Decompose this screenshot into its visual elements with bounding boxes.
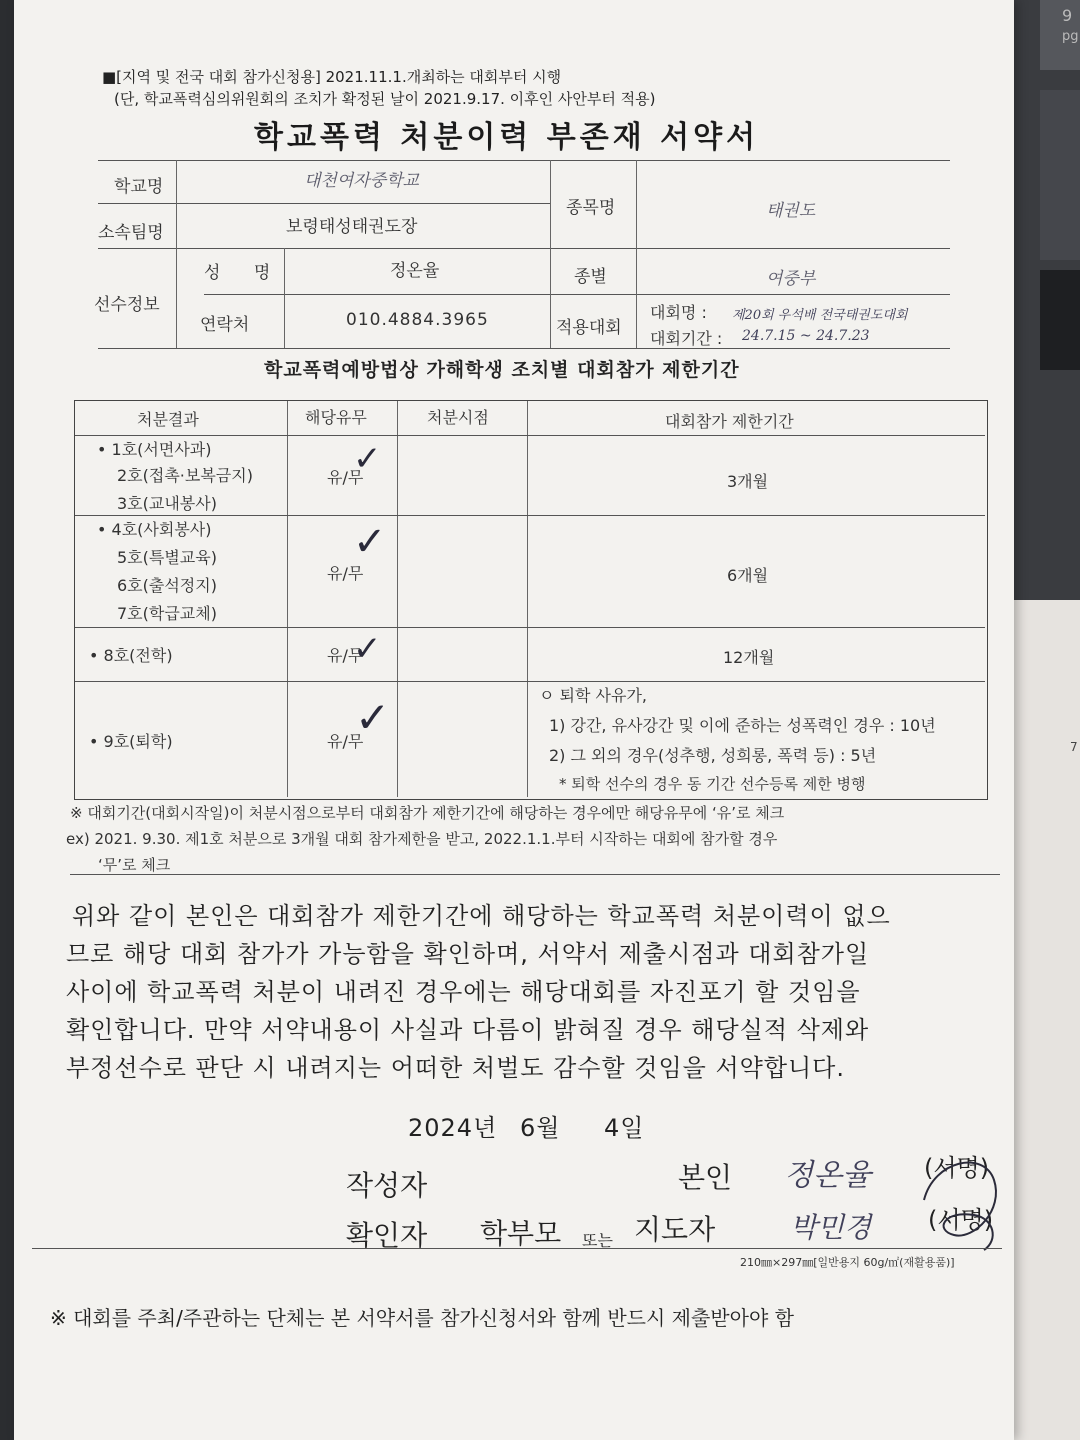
restriction-period: 6개월: [727, 566, 769, 585]
info-row-divider: [204, 294, 950, 295]
info-table-top-border: [98, 160, 950, 161]
notes-divider: [70, 874, 1000, 875]
key-sub-label: pg: [1062, 29, 1079, 44]
signature-divider: [32, 1248, 1002, 1249]
pledge-line: 위와 같이 본인은 대회참가 제한기간에 해당하는 학교폭력 처분이력이 없으: [72, 902, 891, 930]
disposal-item: 5호(특별교육): [117, 548, 217, 567]
author-label: 작성자: [346, 1169, 428, 1202]
contact-label: 연락처: [200, 315, 250, 335]
school-label: 학교명: [114, 177, 164, 197]
disposal-item: • 4호(사회봉사): [97, 520, 212, 539]
footer-note: ※ 대회를 주최/주관하는 단체는 본 서약서를 참가신청서와 함께 반드시 제출받아야 함: [50, 1306, 794, 1330]
date-day: 4일: [604, 1114, 645, 1142]
disposal-item: • 1호(서면사과): [97, 440, 212, 459]
parent-label: 학부모: [480, 1217, 562, 1250]
info-col-divider: [176, 160, 177, 348]
pledge-line: 확인합니다. 만약 서약내용이 사실과 다름이 밝혀질 경우 해당실적 삭제와: [66, 1016, 870, 1044]
date-month: 6월: [520, 1114, 561, 1142]
disposal-item: 6호(출석정지): [117, 576, 217, 595]
date-year: 2024년: [408, 1114, 498, 1142]
restriction-detail-line: 1) 강간, 유사강간 및 이에 준하는 성폭력인 경우 : 10년: [549, 716, 936, 735]
category-value: 여중부: [766, 269, 816, 289]
restriction-row-divider: [75, 681, 985, 682]
header-result: 처분결과: [137, 410, 199, 429]
disposal-item: 2호(접촉·보복금지): [117, 466, 253, 485]
note-example-cont: ‘무’로 체크: [98, 856, 171, 874]
header-line-1: ■[지역 및 전국 대회 참가신청용] 2021.11.1.개최하는 대회부터 시행: [102, 68, 562, 86]
restriction-row-divider: [75, 435, 985, 436]
team-label: 소속팀명: [98, 223, 164, 243]
info-row-divider: [98, 248, 950, 249]
restriction-col-divider: [287, 401, 288, 797]
event-period-label: 대회기간 :: [650, 329, 723, 348]
underlying-page-number: 7: [1070, 740, 1078, 754]
restriction-col-divider: [397, 401, 398, 797]
restriction-section-title: 학교폭력예방법상 가해학생 조치별 대회참가 제한기간: [264, 359, 740, 381]
sign-mark: (서명): [924, 1154, 990, 1182]
info-col-divider: [550, 160, 551, 348]
event-period-value: 24.7.15 ~ 24.7.23: [742, 328, 870, 344]
team-value: 보령태성태권도장: [286, 217, 418, 237]
restriction-detail-line: * 퇴학 선수의 경우 동 기간 선수등록 제한 병행: [559, 775, 866, 793]
event-name-label: 대회명 :: [650, 303, 707, 322]
restriction-detail-line: 2) 그 외의 경우(성추행, 성희롱, 폭력 등) : 5년: [549, 746, 877, 765]
keyboard-key: [1040, 0, 1080, 70]
check-mark-icon: ✓: [353, 439, 382, 479]
check-mark-icon: ✓: [353, 519, 387, 565]
key-label: 9: [1062, 6, 1073, 25]
pledge-line: 므로 해당 대회 참가가 가능함을 확인하며, 서약서 제출시점과 대회참가일: [66, 940, 870, 968]
device-edge: [1040, 270, 1080, 370]
restriction-table: [74, 400, 988, 800]
contact-value: 010.4884.3965: [346, 310, 489, 330]
coach-label: 지도자: [634, 1213, 716, 1246]
event-name-value: 제20회 우석배 전국태권도대회: [732, 308, 908, 323]
category-label: 종별: [574, 267, 607, 287]
restriction-detail-line: ㅇ 퇴학 사유가,: [539, 686, 647, 705]
paper-spec: 210㎜×297㎜[일반용지 60g/㎡(재활용품)]: [740, 1256, 955, 1269]
self-signature: 정온율: [784, 1158, 871, 1193]
keyboard-key: [1040, 90, 1080, 260]
header-restriction-period: 대회참가 제한기간: [665, 412, 794, 431]
check-mark-icon: ✓: [353, 629, 382, 669]
applicable-status: 유/무: [327, 564, 364, 583]
signature-scribble-icon: [914, 1140, 1010, 1260]
info-table-bottom-border: [98, 348, 950, 349]
pledge-line: 부정선수로 판단 시 내려지는 어떠한 처벌도 감수할 것임을 서약합니다.: [66, 1054, 845, 1082]
disposal-item: • 8호(전학): [89, 646, 173, 665]
disposal-item: • 9호(퇴학): [89, 732, 173, 751]
restriction-row-divider: [75, 627, 985, 628]
restriction-row-divider: [75, 515, 985, 516]
applicable-status: 유/무: [327, 646, 364, 665]
disposal-item: 3호(교내봉사): [117, 494, 217, 513]
name-label: 성 명: [204, 263, 285, 283]
disposal-item: 7호(학급교체): [117, 604, 217, 623]
event-label: 적용대회: [556, 318, 622, 338]
sign-mark: (서명): [928, 1206, 994, 1234]
info-col-divider: [636, 160, 637, 348]
confirmer-label: 확인자: [346, 1219, 428, 1252]
athlete-info-label: 선수정보: [94, 295, 160, 315]
note-example: ex) 2021. 9.30. 제1호 처분으로 3개월 대회 참가제한을 받고, 2022.1.1.부터 시작하는 대회에 참가할 경우: [66, 830, 778, 848]
restriction-col-divider: [527, 401, 528, 797]
or-label: 또는: [582, 1231, 613, 1250]
coach-signature: 박민경: [790, 1211, 872, 1244]
self-label: 본인: [678, 1161, 733, 1194]
name-value: 정온율: [390, 261, 440, 281]
applicable-status: 유/무: [327, 468, 364, 487]
info-row-divider: [98, 203, 550, 204]
restriction-period: 3개월: [727, 472, 769, 491]
header-applicable: 해당유무: [305, 408, 367, 427]
sport-value: 태권도: [766, 201, 816, 221]
note-condition: ※ 대회기간(대회시작일)이 처분시점으로부터 대회참가 제한기간에 해당하는 경우에만 해당유무에 ‘유’로 체크: [70, 804, 785, 822]
pledge-line: 사이에 학교폭력 처분이 내려진 경우에는 해당대회를 자진포기 할 것임을: [66, 978, 861, 1006]
header-line-2: (단, 학교폭력심의위원회의 조치가 확정된 날이 2021.9.17. 이후인 사안부터 적용): [114, 90, 656, 108]
restriction-period: 12개월: [723, 648, 775, 667]
header-disposal-date: 처분시점: [427, 408, 489, 427]
pledge-document: [14, 0, 1014, 1440]
school-value: 대천여자중학교: [304, 171, 419, 191]
applicable-status: 유/무: [327, 732, 364, 751]
document-title: 학교폭력 처분이력 부존재 서약서: [254, 120, 760, 155]
check-mark-icon: ✓: [355, 693, 391, 742]
sport-label: 종목명: [566, 198, 616, 218]
